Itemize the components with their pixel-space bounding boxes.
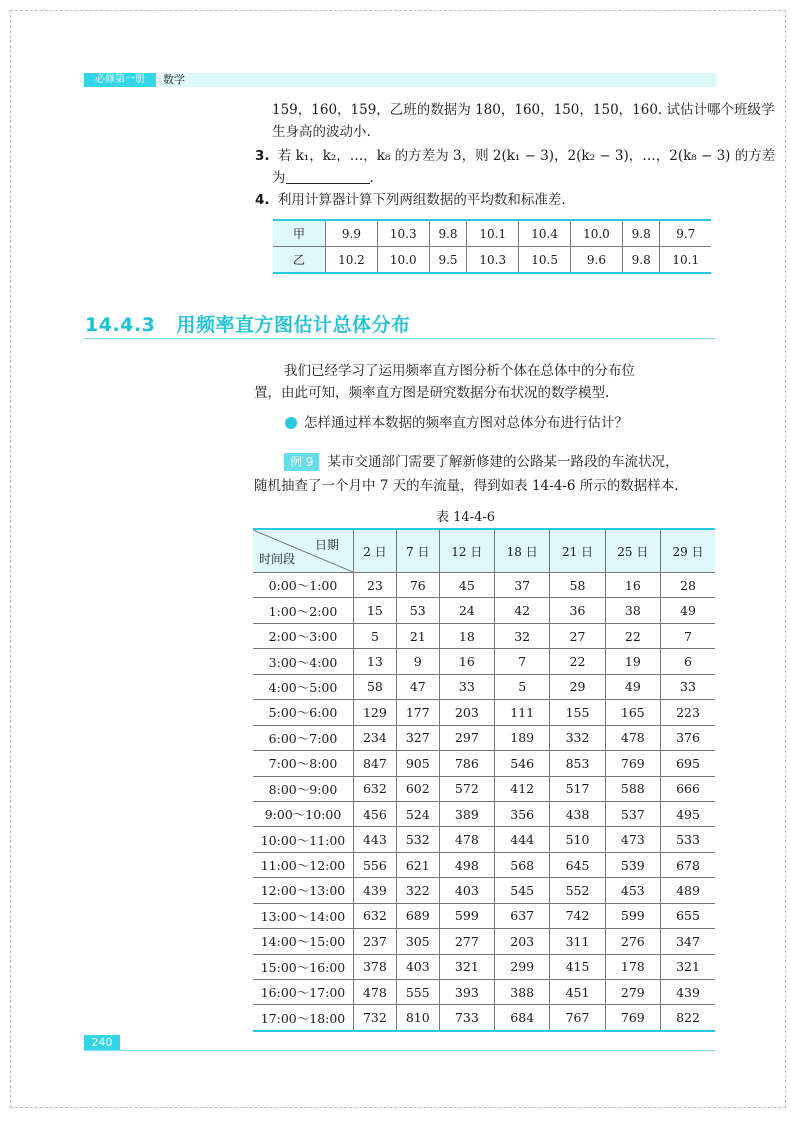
table-cell: 10.4 [519,220,571,247]
table-cell: 203 [495,929,550,954]
table-cell: 456 [354,801,397,826]
paragraph-line-1: 我们已经学习了运用频率直方图分析个体在总体中的分布位 [284,363,635,379]
time-period: 13:00～14:00 [253,903,354,928]
footer-line [84,1050,716,1051]
table-cell: 621 [396,852,439,877]
table-cell: 76 [396,573,439,598]
table-cell: 24 [439,598,494,623]
table-cell: 552 [550,878,605,903]
table-cell: 276 [605,929,660,954]
table-cell: 588 [605,776,660,801]
table-cell: 32 [495,623,550,648]
table-cell: 321 [439,954,494,979]
table-cell: 234 [354,725,397,750]
table-cell: 28 [661,573,716,598]
table-caption: 表 14-4-6 [436,510,496,525]
table-cell: 9.8 [622,247,660,274]
section-divider [84,338,716,339]
table-row [253,1005,715,1031]
time-period: 8:00～9:00 [253,776,354,801]
table-cell: 556 [354,852,397,877]
row-label: 乙 [273,247,326,274]
date-header: 12 日 [439,529,494,573]
table-cell: 568 [495,852,550,877]
table-cell: 539 [605,852,660,877]
section-title: 用频率直方图估计总体分布 [176,314,411,336]
table-cell: 347 [661,929,716,954]
section-heading [85,310,410,337]
table-row [253,903,715,928]
date-header: 29 日 [661,529,716,573]
table-cell: 533 [661,827,716,852]
table-cell: 22 [550,649,605,674]
table-cell: 58 [550,573,605,598]
exercise-line-1: 159，160，159，乙班的数据为 180，160，150，150，160. 试估计哪个班级学 [272,102,775,118]
table-cell: 178 [605,954,660,979]
table-cell: 10.3 [467,247,519,274]
exercise-3-text-2b: . [369,170,374,186]
table-row [253,598,715,623]
table-cell: 129 [354,700,397,725]
table-cell: 9.6 [571,247,623,274]
table-cell: 237 [354,929,397,954]
time-period: 0:00～1:00 [253,573,354,598]
table-cell: 637 [495,903,550,928]
example-tag: 例 9 [284,453,319,471]
time-period: 16:00～17:00 [253,980,354,1005]
table-cell: 10.1 [660,247,711,274]
table-cell: 689 [396,903,439,928]
table-cell: 21 [396,623,439,648]
table-cell: 388 [495,980,550,1005]
time-period: 5:00～6:00 [253,700,354,725]
table-cell: 632 [354,903,397,928]
table-cell: 9.8 [429,220,467,247]
table-cell: 473 [605,827,660,852]
data-table-small [273,219,711,274]
table-cell: 9 [396,649,439,674]
table-cell: 786 [439,751,494,776]
table-cell: 305 [396,929,439,954]
exercise-3 [255,145,775,167]
corner-period-label: 时间段 [259,552,296,566]
table-cell: 321 [661,954,716,979]
table-cell: 389 [439,801,494,826]
exercise-4-number: 4. [255,192,270,208]
answer-blank[interactable] [286,169,370,184]
table-cell: 15 [354,598,397,623]
table-cell: 279 [605,980,660,1005]
table-cell: 415 [550,954,605,979]
table-row [253,649,715,674]
table-row [253,980,715,1005]
table-row [253,751,715,776]
table-cell: 297 [439,725,494,750]
table-row [273,220,711,247]
table-row [253,700,715,725]
table-row [253,954,715,979]
table-cell: 38 [605,598,660,623]
table-row [253,827,715,852]
table-cell: 10.5 [519,247,571,274]
table-row [253,929,715,954]
table-cell: 495 [661,801,716,826]
table-cell: 537 [605,801,660,826]
table-cell: 847 [354,751,397,776]
table-row [253,623,715,648]
table-cell: 9.5 [429,247,467,274]
table-cell: 45 [439,573,494,598]
time-period: 4:00～5:00 [253,674,354,699]
exercise-4 [255,189,566,211]
table-cell: 443 [354,827,397,852]
table-cell: 165 [605,700,660,725]
table-cell: 23 [354,573,397,598]
table-cell: 155 [550,700,605,725]
example-line-2: 随机抽查了一个月中 7 天的车流量，得到如表 14-4-6 所示的数据样本. [254,478,679,494]
table-cell: 22 [605,623,660,648]
table-cell: 42 [495,598,550,623]
table-cell: 632 [354,776,397,801]
book-label: 必修第一册 [84,73,156,87]
table-cell: 10.0 [571,220,623,247]
table-cell: 546 [495,751,550,776]
table-cell: 7 [495,649,550,674]
table-cell: 853 [550,751,605,776]
table-cell: 111 [495,700,550,725]
table-cell: 555 [396,980,439,1005]
table-cell: 732 [354,1005,397,1031]
exercise-line-2: 生身高的波动小. [272,124,371,140]
time-period: 17:00～18:00 [253,1005,354,1031]
date-header: 18 日 [495,529,550,573]
table-cell: 655 [661,903,716,928]
table-cell: 37 [495,573,550,598]
table-cell: 733 [439,1005,494,1031]
exercise-3-text-2a: 为 [272,170,286,186]
time-period: 3:00～4:00 [253,649,354,674]
exercise-3-text: 若 k₁，k₂，…，k₈ 的方差为 3，则 2(k₁ − 3)，2(k₂ − 3)，…，2(k₈ − 3) 的方差 [277,148,776,164]
table-cell: 277 [439,929,494,954]
table-cell: 453 [605,878,660,903]
exercise-4-text: 利用计算器计算下列两组数据的平均数和标准差. [277,192,566,208]
table-cell: 378 [354,954,397,979]
table-cell: 524 [396,801,439,826]
time-period: 15:00～16:00 [253,954,354,979]
table-row [273,247,711,274]
table-row [253,573,715,598]
table-cell: 47 [396,674,439,699]
table-cell: 742 [550,903,605,928]
time-period: 12:00～13:00 [253,878,354,903]
corner-date-label: 日期 [314,538,339,552]
table-cell: 322 [396,878,439,903]
table-cell: 5 [354,623,397,648]
date-header: 7 日 [396,529,439,573]
corner-header [253,529,354,573]
table-cell: 311 [550,929,605,954]
time-period: 7:00～8:00 [253,751,354,776]
subject-label: 数学 [163,73,185,86]
table-cell: 769 [605,1005,660,1031]
table-cell: 9.8 [622,220,660,247]
time-period: 11:00～12:00 [253,852,354,877]
table-cell: 572 [439,776,494,801]
table-row [253,801,715,826]
table-cell: 489 [661,878,716,903]
table-cell: 189 [495,725,550,750]
table-cell: 532 [396,827,439,852]
table-cell: 177 [396,700,439,725]
table-cell: 327 [396,725,439,750]
table-cell: 810 [396,1005,439,1031]
table-cell: 10.0 [377,247,429,274]
exercise-3-number: 3. [255,148,270,164]
page-number: 240 [84,1035,120,1051]
time-period: 14:00～15:00 [253,929,354,954]
table-cell: 403 [439,878,494,903]
table-cell: 478 [354,980,397,1005]
table-row [253,725,715,750]
time-period: 6:00～7:00 [253,725,354,750]
table-row [253,674,715,699]
date-header: 21 日 [550,529,605,573]
guiding-question: 怎样通过样本数据的频率直方图对总体分布进行估计？ [304,415,628,431]
time-period: 1:00～2:00 [253,598,354,623]
table-cell: 478 [605,725,660,750]
table-cell: 403 [396,954,439,979]
paragraph-line-2: 置，由此可知，频率直方图是研究数据分布状况的数学模型. [254,385,610,401]
table-cell: 9.7 [660,220,711,247]
table-cell: 602 [396,776,439,801]
table-cell: 684 [495,1005,550,1031]
table-cell: 599 [439,903,494,928]
example-text-1: 某市交通部门需要了解新修建的公路某一路段的车流状况， [327,454,679,470]
table-row [253,878,715,903]
table-cell: 510 [550,827,605,852]
table-cell: 599 [605,903,660,928]
table-cell: 332 [550,725,605,750]
table-cell: 5 [495,674,550,699]
bullet-icon [285,417,297,429]
table-cell: 16 [439,649,494,674]
section-number: 14.4.3 [85,314,156,336]
table-cell: 666 [661,776,716,801]
table-cell: 19 [605,649,660,674]
table-cell: 13 [354,649,397,674]
table-cell: 10.2 [326,247,378,274]
table-cell: 478 [439,827,494,852]
table-cell: 545 [495,878,550,903]
time-period: 9:00～10:00 [253,801,354,826]
time-period: 2:00～3:00 [253,623,354,648]
table-cell: 498 [439,852,494,877]
table-cell: 905 [396,751,439,776]
table-cell: 678 [661,852,716,877]
table-row [253,852,715,877]
table-cell: 439 [661,980,716,1005]
table-cell: 517 [550,776,605,801]
table-cell: 769 [605,751,660,776]
table-cell: 203 [439,700,494,725]
table-cell: 767 [550,1005,605,1031]
table-cell: 451 [550,980,605,1005]
table-cell: 10.3 [377,220,429,247]
table-cell: 9.9 [326,220,378,247]
table-cell: 27 [550,623,605,648]
table-cell: 49 [605,674,660,699]
table-cell: 58 [354,674,397,699]
table-cell: 645 [550,852,605,877]
table-cell: 36 [550,598,605,623]
table-cell: 299 [495,954,550,979]
table-cell: 10.1 [467,220,519,247]
exercise-3-answer-line [272,167,374,189]
table-cell: 393 [439,980,494,1005]
table-cell: 6 [661,649,716,674]
table-cell: 7 [661,623,716,648]
table-header-row [253,529,715,573]
row-label: 甲 [273,220,326,247]
table-cell: 29 [550,674,605,699]
table-cell: 438 [550,801,605,826]
table-cell: 439 [354,878,397,903]
example-line-1 [284,451,678,473]
table-cell: 412 [495,776,550,801]
table-cell: 223 [661,700,716,725]
table-cell: 356 [495,801,550,826]
table-cell: 376 [661,725,716,750]
traffic-table [253,528,715,1032]
date-header: 25 日 [605,529,660,573]
table-cell: 53 [396,598,439,623]
table-cell: 33 [661,674,716,699]
table-cell: 444 [495,827,550,852]
date-header: 2 日 [354,529,397,573]
table-cell: 49 [661,598,716,623]
table-cell: 16 [605,573,660,598]
table-cell: 822 [661,1005,716,1031]
time-period: 10:00～11:00 [253,827,354,852]
table-cell: 18 [439,623,494,648]
table-cell: 33 [439,674,494,699]
table-cell: 695 [661,751,716,776]
table-row [253,776,715,801]
